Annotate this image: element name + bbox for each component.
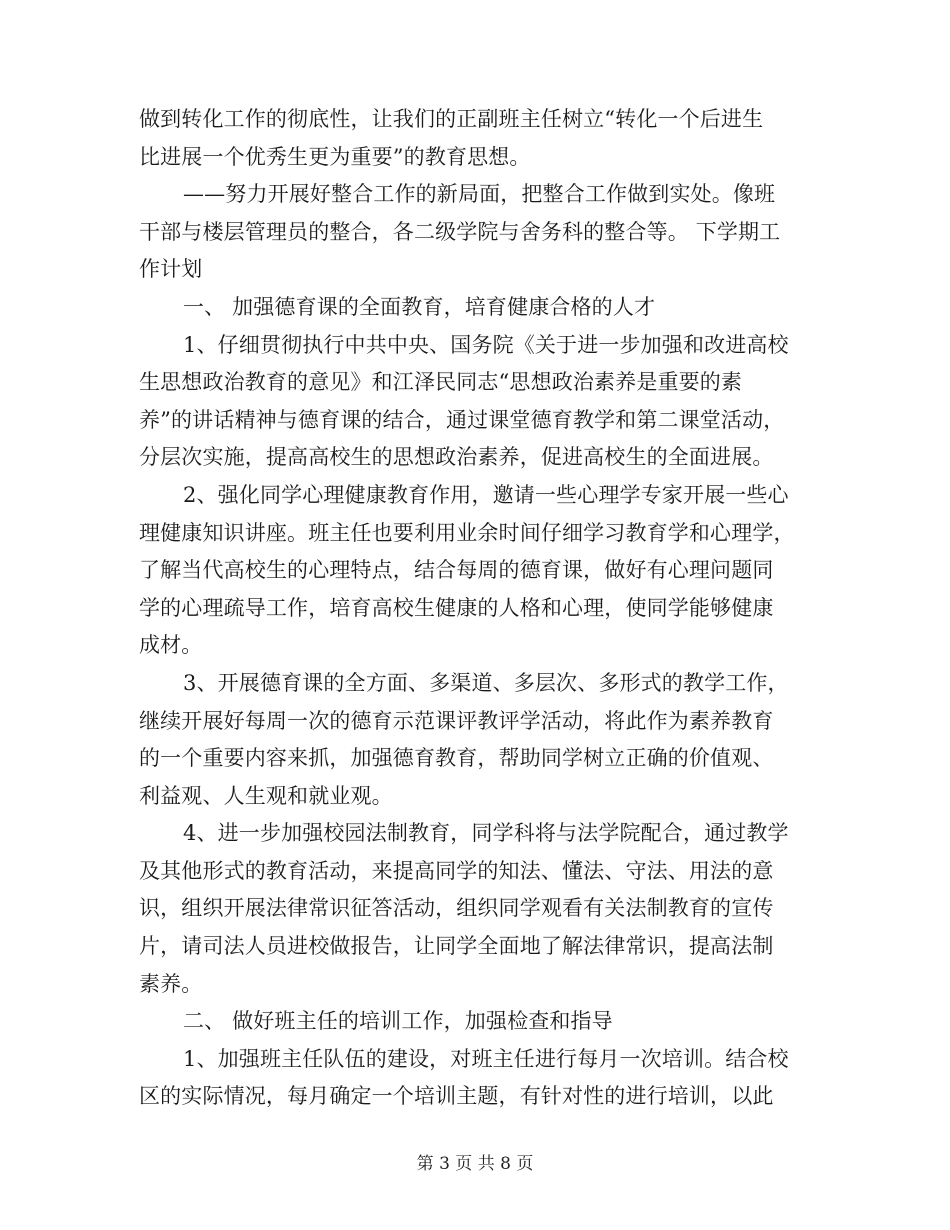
paragraph-start: 1、加强班主任队伍的建设，对班主任进行每月一次培训。结合校: [183, 1046, 789, 1071]
text-line: 生思想政治教育的意见》和江泽民同志“思想政治素养是重要的素: [139, 370, 743, 395]
text-line: 及其他形式的教育活动，来提高同学的知法、懂法、守法、用法的意: [139, 858, 774, 883]
text-line: 理健康知识讲座。班主任也要利用业余时间仔细学习教育学和心理学，: [139, 520, 795, 545]
text-line: 学的心理疏导工作，培育高校生健康的人格和心理，使同学能够健康: [139, 595, 774, 620]
text-line: 分层次实施，提高高校生的思想政治素养，促进高校生的全面进展。: [139, 445, 774, 470]
text-line: 区的实际情况，每月确定一个培训主题，有针对性的进行培训，以此: [139, 1084, 774, 1109]
text-line: 识，组织开展法律常识征答活动，组织同学观看有关法制教育的宣传: [139, 896, 774, 921]
text-line: 利益观、人生观和就业观。: [139, 783, 393, 808]
paragraph-start: 2、强化同学心理健康教育作用，邀请一些心理学专家开展一些心: [183, 482, 789, 507]
text-line: 片，请司法人员进校做报告，让同学全面地了解法律常识，提高法制: [139, 934, 774, 959]
paragraph-start: ——努力开展好整合工作的新局面，把整合工作做到实处。像班: [183, 182, 776, 207]
section-heading-2: 二、 做好班主任的培训工作，加强检查和指导: [183, 1009, 613, 1034]
page-number-footer: 第 3 页 共 8 页: [416, 1154, 534, 1174]
text-line: 继续开展好每周一次的德育示范课评教评学活动，将此作为素养教育: [139, 708, 774, 733]
text-line: 比进展一个优秀生更为重要”的教育思想。: [139, 144, 531, 169]
text-line: 养”的讲话精神与德育课的结合，通过课堂德育教学和第二课堂活动，: [139, 407, 785, 432]
paragraph-start: 1、仔细贯彻执行中共中央、国务院《关于进一步加强和改进高校: [183, 332, 789, 357]
section-heading-1: 一、 加强德育课的全面教育，培育健康合格的人才: [183, 294, 656, 319]
paragraph-start: 4、进一步加强校园法制教育，同学科将与法学院配合，通过教学: [183, 821, 789, 846]
text-line: 了解当代高校生的心理特点，结合每周的德育课，做好有心理问题同: [139, 558, 774, 583]
paragraph-start: 3、开展德育课的全方面、多渠道、多层次、多形式的教学工作，: [183, 670, 789, 695]
text-line: 干部与楼层管理员的整合，各二级学院与舍务科的整合等。 下学期工: [139, 219, 781, 244]
text-line: 成材。: [139, 633, 203, 658]
text-line: 素养。: [139, 971, 203, 996]
text-line: 的一个重要内容来抓，加强德育教育，帮助同学树立正确的价值观、: [139, 746, 774, 771]
text-line: 作计划: [139, 257, 203, 282]
text-line: 做到转化工作的彻底性，让我们的正副班主任树立“转化一个后进生: [139, 107, 764, 131]
document-body: [139, 101, 804, 1116]
